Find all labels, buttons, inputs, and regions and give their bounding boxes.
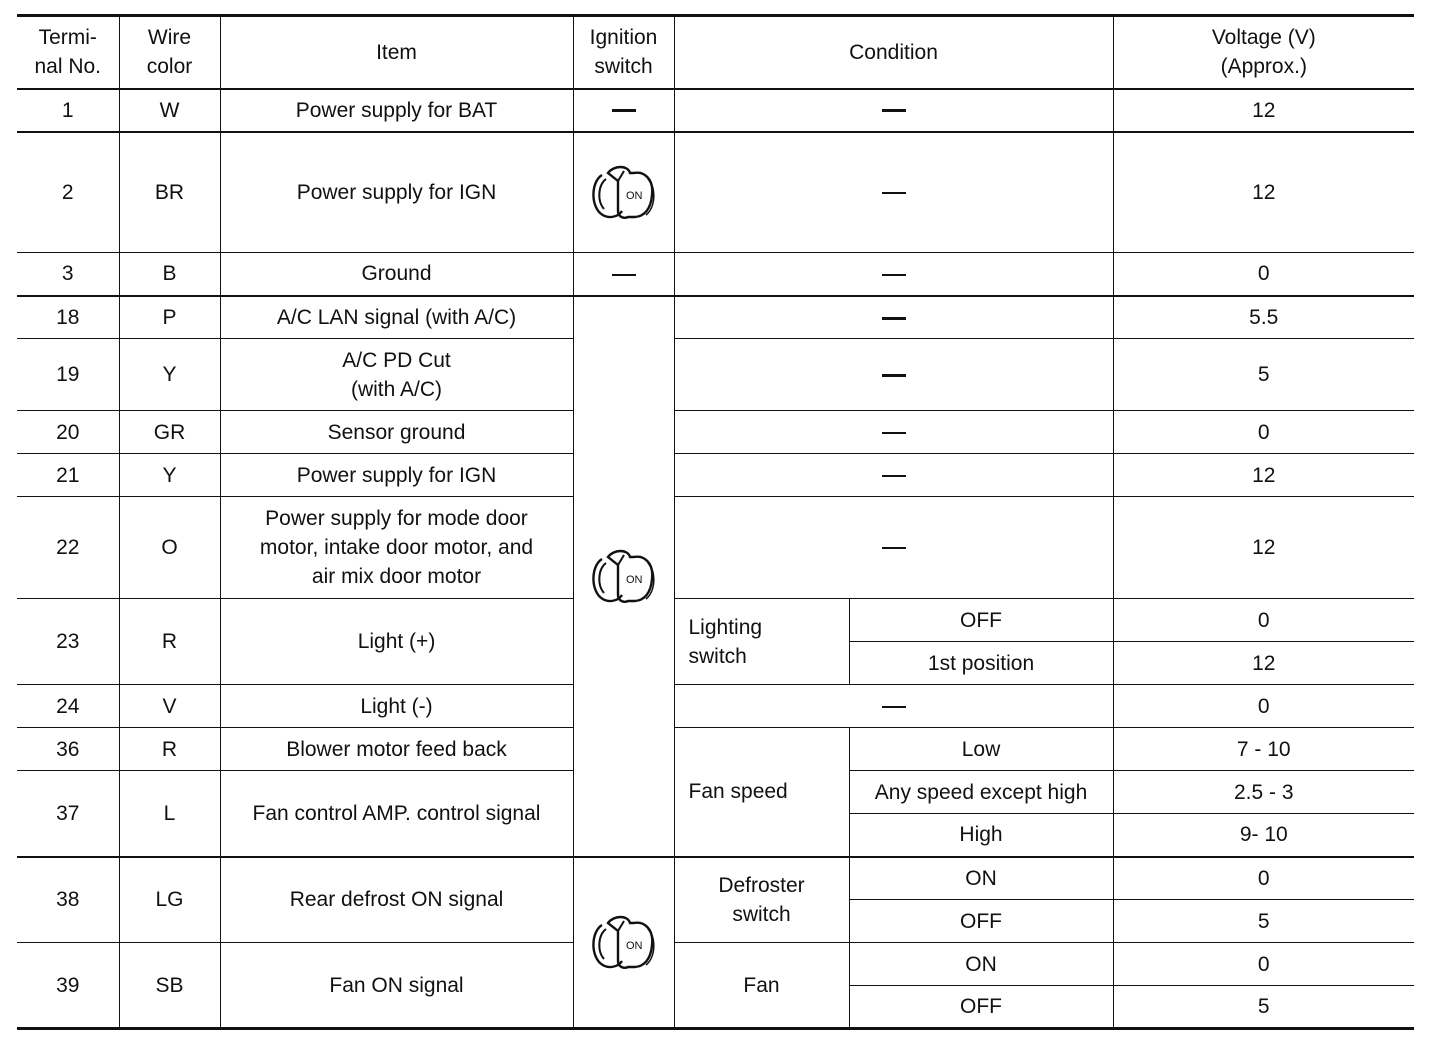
ignition-cell bbox=[573, 89, 674, 132]
terminal-cell: 2 bbox=[17, 132, 119, 253]
sub-condition-cell: ON bbox=[849, 943, 1113, 986]
condition-cell: Defroster switch bbox=[674, 857, 849, 943]
dash-mark bbox=[882, 547, 906, 549]
header-condition: Condition bbox=[674, 16, 1113, 89]
sub-condition-cell: 1st position bbox=[849, 642, 1113, 685]
table-row bbox=[17, 599, 1414, 642]
item-cell: Ground bbox=[220, 253, 573, 296]
dash-mark bbox=[612, 274, 636, 276]
sub-condition-cell: Low bbox=[849, 728, 1113, 771]
item-cell: Rear defrost ON signal bbox=[220, 857, 573, 943]
wire-color-cell: O bbox=[119, 497, 220, 599]
wire-color-cell: Y bbox=[119, 339, 220, 411]
wire-color-cell: B bbox=[119, 253, 220, 296]
voltage-cell: 12 bbox=[1113, 454, 1414, 497]
table-row bbox=[17, 497, 1414, 599]
item-cell: A/C LAN signal (with A/C) bbox=[220, 296, 573, 339]
condition-cell bbox=[674, 253, 1113, 296]
item-cell: Sensor ground bbox=[220, 411, 573, 454]
wire-color-cell: Y bbox=[119, 454, 220, 497]
svg-text:ON: ON bbox=[625, 574, 642, 586]
voltage-cell: 12 bbox=[1113, 642, 1414, 685]
ignition-key-on-icon bbox=[588, 159, 660, 225]
voltage-cell: 0 bbox=[1113, 685, 1414, 728]
sub-condition-cell: OFF bbox=[849, 986, 1113, 1029]
sub-condition-cell: High bbox=[849, 814, 1113, 857]
table-row bbox=[17, 132, 1414, 253]
voltage-cell: 12 bbox=[1113, 497, 1414, 599]
terminal-cell: 38 bbox=[17, 857, 119, 943]
ignition-cell bbox=[573, 132, 674, 253]
terminal-table bbox=[17, 14, 1414, 1030]
voltage-cell: 5 bbox=[1113, 339, 1414, 411]
table-row bbox=[17, 728, 1414, 771]
voltage-cell: 5 bbox=[1113, 900, 1414, 943]
dash-mark bbox=[882, 706, 906, 708]
terminal-cell: 1 bbox=[17, 89, 119, 132]
voltage-cell: 12 bbox=[1113, 89, 1414, 132]
voltage-cell: 2.5 - 3 bbox=[1113, 771, 1414, 814]
terminal-cell: 3 bbox=[17, 253, 119, 296]
condition-cell bbox=[674, 132, 1113, 253]
terminal-cell: 23 bbox=[17, 599, 119, 685]
condition-cell bbox=[674, 685, 1113, 728]
terminal-cell: 22 bbox=[17, 497, 119, 599]
wire-color-cell: R bbox=[119, 728, 220, 771]
terminal-cell: 39 bbox=[17, 943, 119, 1029]
terminal-cell: 24 bbox=[17, 685, 119, 728]
condition-cell bbox=[674, 296, 1113, 339]
wire-color-cell: L bbox=[119, 771, 220, 857]
voltage-cell: 0 bbox=[1113, 857, 1414, 900]
item-cell: A/C PD Cut (with A/C) bbox=[220, 339, 573, 411]
voltage-cell: 0 bbox=[1113, 943, 1414, 986]
item-cell: Power supply for IGN bbox=[220, 132, 573, 253]
wire-color-cell: SB bbox=[119, 943, 220, 1029]
condition-cell: Fan bbox=[674, 943, 849, 1029]
ignition-cell bbox=[573, 857, 674, 1029]
wire-color-cell: LG bbox=[119, 857, 220, 943]
item-cell: Fan control AMP. control signal bbox=[220, 771, 573, 857]
header-wire-color: Wire color bbox=[119, 16, 220, 89]
header-terminal: Termi- nal No. bbox=[17, 16, 119, 89]
item-cell: Power supply for IGN bbox=[220, 454, 573, 497]
dash-mark bbox=[882, 317, 906, 320]
voltage-cell: 7 - 10 bbox=[1113, 728, 1414, 771]
terminal-cell: 18 bbox=[17, 296, 119, 339]
sub-condition-cell: ON bbox=[849, 857, 1113, 900]
terminal-cell: 36 bbox=[17, 728, 119, 771]
dash-mark bbox=[882, 192, 906, 194]
wire-color-cell: V bbox=[119, 685, 220, 728]
dash-mark bbox=[882, 475, 906, 477]
table-row bbox=[17, 89, 1414, 132]
condition-cell bbox=[674, 497, 1113, 599]
table-row bbox=[17, 253, 1414, 296]
voltage-cell: 12 bbox=[1113, 132, 1414, 253]
sub-condition-cell: OFF bbox=[849, 900, 1113, 943]
voltage-cell: 5.5 bbox=[1113, 296, 1414, 339]
sub-condition-cell: Any speed except high bbox=[849, 771, 1113, 814]
table-row bbox=[17, 339, 1414, 411]
terminal-cell: 19 bbox=[17, 339, 119, 411]
header-voltage: Voltage (V) (Approx.) bbox=[1113, 16, 1414, 89]
dash-mark bbox=[882, 109, 906, 112]
wire-color-cell: P bbox=[119, 296, 220, 339]
sub-condition-cell: OFF bbox=[849, 599, 1113, 642]
voltage-cell: 0 bbox=[1113, 599, 1414, 642]
voltage-cell: 0 bbox=[1113, 411, 1414, 454]
terminal-cell: 21 bbox=[17, 454, 119, 497]
header-ignition-switch: Ignition switch bbox=[573, 16, 674, 89]
ignition-key-on-icon bbox=[588, 543, 660, 609]
svg-text:ON: ON bbox=[625, 940, 642, 953]
item-cell: Light (+) bbox=[220, 599, 573, 685]
table-row bbox=[17, 857, 1414, 900]
item-cell: Power supply for mode door motor, intake door motor, and air mix door motor bbox=[220, 497, 573, 599]
wire-color-cell: W bbox=[119, 89, 220, 132]
dash-mark bbox=[612, 109, 636, 112]
terminal-cell: 20 bbox=[17, 411, 119, 454]
table-row bbox=[17, 943, 1414, 986]
wire-color-cell: BR bbox=[119, 132, 220, 253]
item-cell: Blower motor feed back bbox=[220, 728, 573, 771]
condition-cell: Fan speed bbox=[674, 728, 849, 857]
dash-mark bbox=[882, 432, 906, 434]
table-row bbox=[17, 454, 1414, 497]
condition-cell bbox=[674, 89, 1113, 132]
dash-mark bbox=[882, 274, 906, 276]
svg-text:ON: ON bbox=[625, 190, 642, 203]
voltage-cell: 0 bbox=[1113, 253, 1414, 296]
item-cell: Light (-) bbox=[220, 685, 573, 728]
condition-cell bbox=[674, 454, 1113, 497]
ignition-cell bbox=[573, 253, 674, 296]
terminal-cell: 37 bbox=[17, 771, 119, 857]
wire-color-cell: R bbox=[119, 599, 220, 685]
wire-color-cell: GR bbox=[119, 411, 220, 454]
voltage-cell: 9- 10 bbox=[1113, 814, 1414, 857]
table-row bbox=[17, 685, 1414, 728]
header-item: Item bbox=[220, 16, 573, 89]
condition-cell bbox=[674, 339, 1113, 411]
condition-cell: Lighting switch bbox=[674, 599, 849, 685]
dash-mark bbox=[882, 374, 906, 377]
table-row bbox=[17, 411, 1414, 454]
ignition-key-on-icon bbox=[588, 909, 660, 975]
ignition-cell bbox=[573, 296, 674, 857]
voltage-cell: 5 bbox=[1113, 986, 1414, 1029]
condition-cell bbox=[674, 411, 1113, 454]
table-row bbox=[17, 296, 1414, 339]
item-cell: Power supply for BAT bbox=[220, 89, 573, 132]
item-cell: Fan ON signal bbox=[220, 943, 573, 1029]
